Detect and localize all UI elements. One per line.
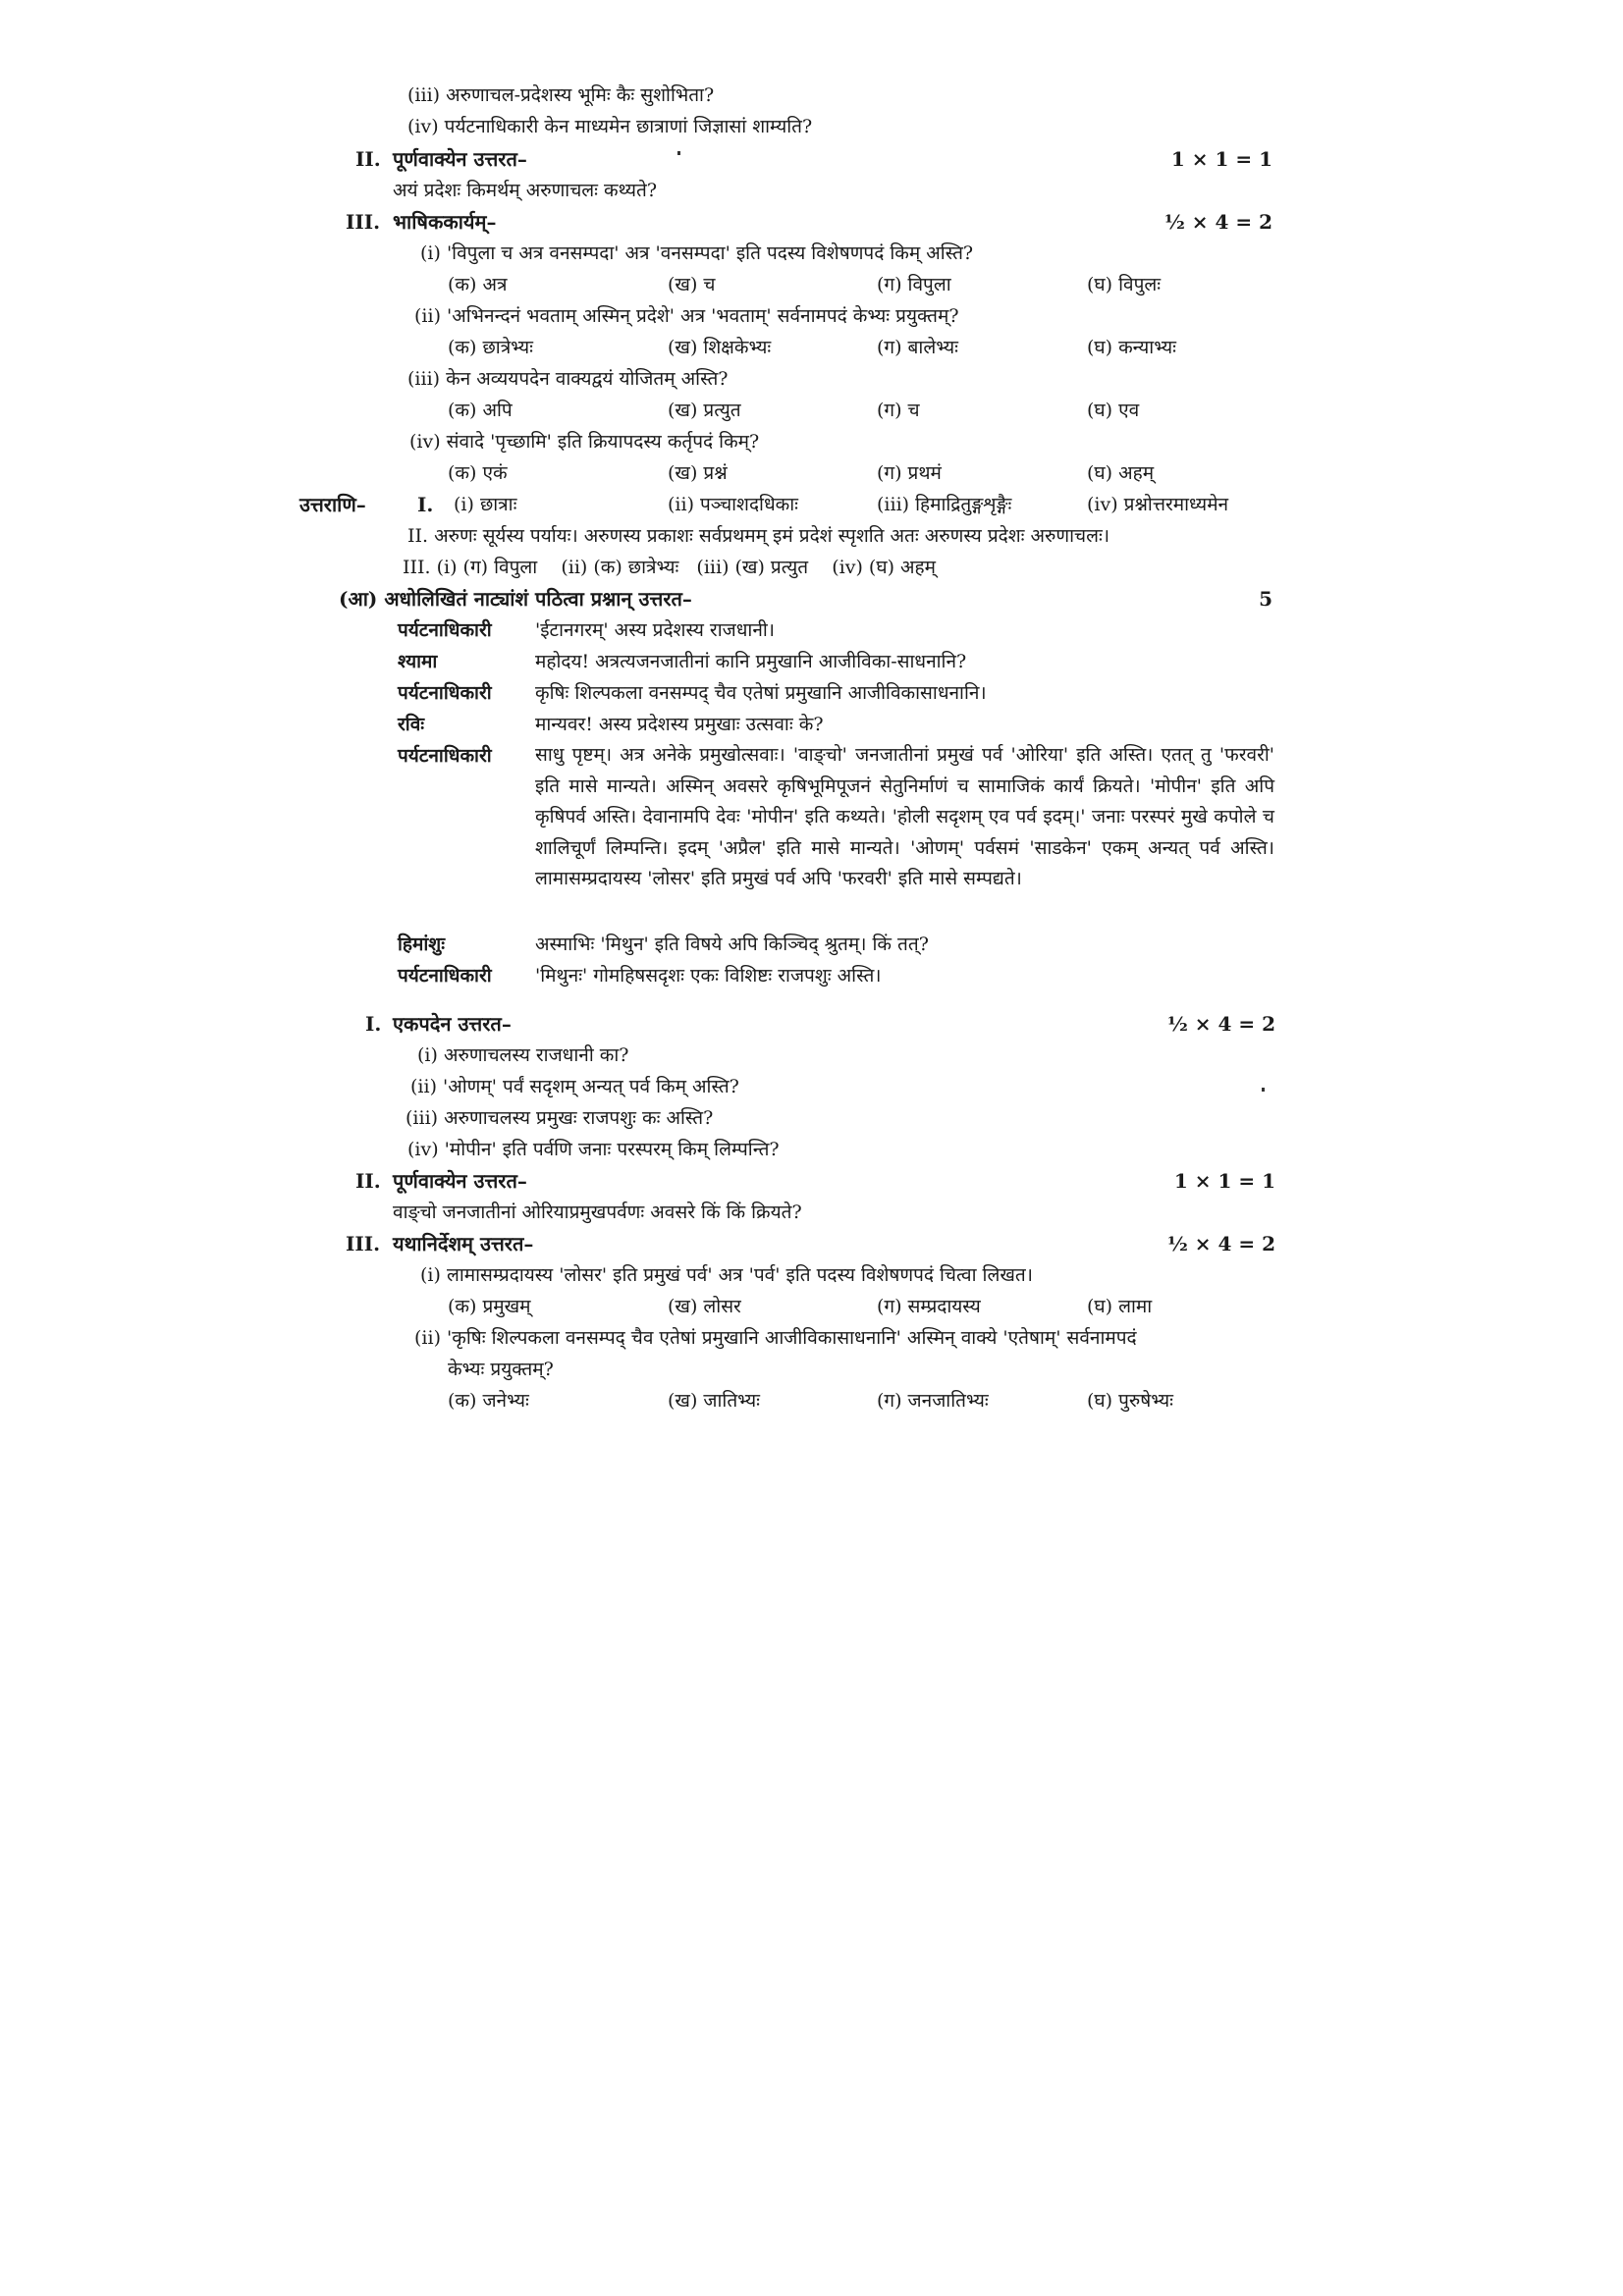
- option: (घ) अहम्: [1087, 462, 1155, 484]
- dialogue-paragraph: साधु पृष्टम्। अत्र अनेके प्रमुखोत्सवाः। 'वाङ्चो' जनजातीनां प्रमुखं पर्व 'ओरिया' इति अस्ति। एतत् तु 'फरवरी' इति मासे मान्यते। अस्मिन् अवसरे कृषिभूमिपूजनं सेतुनिर्माणं च सामाजिकं कार्यं क्रियते। 'मोपीन' इति अपि कृषिपर्व अस्ति। देवानामपि देवः 'मोपीन' इति कथ्यते। 'होली सदृशम् एव पर्व इदम्।' जनाः परस्परं मुखे कपोले च शालिचूर्णं लिम्पन्ति। इदम् 'अप्रैल' इति मासे मान्यते। 'ओणम्' पर्वसमं 'साडकेन' एकम् अन्यत् पर्व अस्ति। लामासम्प्रदायस्य 'लोसर' इति प्रमुखं पर्व अपि 'फरवरी' इति मासे सम्पद्यते।: [535, 744, 1274, 889]
- option: (क) प्रमुखम्: [448, 1296, 531, 1317]
- speaker-name: पर्यटनाधिकारी: [398, 682, 492, 704]
- question-heading: भाषिककार्यम्–: [393, 210, 497, 234]
- option: (घ) पुरुषेभ्यः: [1087, 1390, 1173, 1412]
- section-heading: (आ) अधोलिखितं नाट्यांशं पठित्वा प्रश्नान् उत्तरत–: [339, 587, 692, 611]
- question-number: I.: [365, 1012, 382, 1036]
- option: (ख) लोसर: [668, 1296, 741, 1317]
- dialogue-text: महोदय! अत्रत्यजनजातीनां कानि प्रमुखानि आजीविका-साधनानि?: [535, 651, 967, 672]
- option: (क) जनेभ्यः: [448, 1390, 529, 1412]
- question-text: (ii) 'अभिनन्दनं भवताम् अस्मिन् प्रदेशे' अत्र 'भवताम्' सर्वनामपदं केभ्यः प्रयुक्तम्?: [414, 305, 959, 327]
- question-heading: यथानिर्देशम् उत्तरत–: [393, 1232, 534, 1255]
- option: (क) छात्रेभ्यः: [448, 337, 533, 358]
- question-text: (iii) केन अव्ययपदेन वाक्यद्वयं योजितम् अस्ति?: [407, 368, 729, 390]
- answer: (i) छात्राः: [454, 494, 517, 515]
- answer: (ii) पञ्चाशदधिकाः: [668, 494, 799, 515]
- option: (घ) विपुलः: [1087, 274, 1162, 295]
- question-number: II.: [355, 1169, 381, 1193]
- question-text: (iii) अरुणाचलस्य प्रमुखः राजपशुः कः अस्ति?: [406, 1107, 714, 1129]
- option: (क) अपि: [448, 400, 513, 421]
- speaker-name: पर्यटनाधिकारी: [398, 745, 492, 767]
- question-text: (ii) 'ओणम्' पर्वं सदृशम् अन्यत् पर्व किम् अस्ति?: [410, 1076, 739, 1097]
- dialogue-text: 'मिथुनः' गोमहिषसदृशः एकः विशिष्टः राजपशुः अस्ति।: [535, 965, 882, 987]
- question-text: (iv) संवादे 'पृच्छामि' इति क्रियापदस्य कर्तृपदं किम्?: [409, 431, 760, 453]
- option: (ख) शिक्षकेभ्यः: [668, 337, 772, 358]
- option: (घ) लामा: [1087, 1296, 1153, 1317]
- option: (ख) प्रश्नं: [668, 462, 728, 484]
- speaker-name: श्यामा: [398, 651, 438, 672]
- option: (ख) प्रत्युत: [668, 400, 741, 421]
- question-heading: पूर्णवाक्येन उत्तरत–: [393, 147, 527, 171]
- question-text: (iv) 'मोपीन' इति पर्वणि जनाः परस्परम् किम् लिम्पन्ति?: [407, 1139, 780, 1160]
- marks: ½ × 4 = 2: [1166, 1012, 1275, 1036]
- question-text: (i) 'विपुला च अत्र वनसम्पदा' अत्र 'वनसम्पदा' इति पदस्य विशेषणपदं किम् अस्ति?: [420, 242, 974, 264]
- option: (घ) कन्याभ्यः: [1087, 337, 1176, 358]
- speaker-name: पर्यटनाधिकारी: [398, 619, 492, 641]
- marks: ½ × 4 = 2: [1163, 210, 1272, 234]
- marks: 5: [1259, 587, 1272, 611]
- question-text-continued: केभ्यः प्रयुक्तम्?: [448, 1359, 554, 1380]
- question-number: III.: [346, 210, 381, 234]
- answer: II. अरुणः सूर्यस्य पर्यायः। अरुणस्य प्रकाशः सर्वप्रथमम् इमं प्रदेशं स्पृशति अतः अरुणस्य प्रदेशः अरुणाचलः।: [407, 525, 1110, 547]
- answers-label: उत्तराणि–: [299, 493, 366, 516]
- question-number: II.: [355, 147, 381, 171]
- question-number: III.: [346, 1232, 381, 1255]
- marks: 1 × 1 = 1: [1173, 1169, 1275, 1193]
- answer: (iv) प्रश्नोत्तरमाध्यमेन: [1087, 494, 1229, 515]
- option: (ख) जातिभ्यः: [668, 1390, 760, 1412]
- question-text: (i) लामासम्प्रदायस्य 'लोसर' इति प्रमुखं पर्व' अत्र 'पर्व' इति पदस्य विशेषणपदं चित्वा लिखत।: [420, 1264, 1033, 1286]
- question-heading: पूर्णवाक्येन उत्तरत–: [393, 1169, 527, 1193]
- answer: III. (i) (ग) विपुला (ii) (क) छात्रेभ्यः (iii) (ख) प्रत्युत (iv) (घ) अहम्: [403, 557, 936, 578]
- option: (क) एकं: [448, 462, 508, 484]
- speaker-name: पर्यटनाधिकारी: [398, 965, 492, 987]
- question-line: (iii) अरुणाचल-प्रदेशस्य भूमिः कैः सुशोभिता?: [407, 84, 715, 106]
- option: (ग) जनजातिभ्यः: [877, 1390, 989, 1412]
- answer: (iii) हिमाद्रितुङ्गशृङ्गैः: [877, 494, 1012, 515]
- dialogue-text: अस्माभिः 'मिथुन' इति विषये अपि किञ्चिद् श्रुतम्। किं तत्?: [535, 934, 929, 955]
- dialogue-text: 'ईटानगरम्' अस्य प्रदेशस्य राजधानी।: [535, 619, 775, 641]
- question-heading: एकपदेन उत्तरत–: [393, 1012, 512, 1036]
- option: (क) अत्र: [448, 274, 508, 295]
- option: (ग) प्रथमं: [877, 462, 942, 484]
- option: (ग) विपुला: [877, 274, 951, 295]
- option: (घ) एव: [1087, 400, 1140, 421]
- stray-mark: [677, 151, 680, 155]
- answer-number: I.: [417, 493, 434, 516]
- question-text: अयं प्रदेशः किमर्थम् अरुणाचलः कथ्यते?: [393, 180, 658, 201]
- question-line: (iv) पर्यटनाधिकारी केन माध्यमेन छात्राणां जिज्ञासां शाम्यति?: [407, 116, 813, 137]
- speaker-name: रविः: [398, 714, 425, 735]
- option: (ग) बालेभ्यः: [877, 337, 958, 358]
- question-text: (ii) 'कृषिः शिल्पकला वनसम्पद् चैव एतेषां प्रमुखानि आजीविकासाधनानि' अस्मिन् वाक्ये 'एतेषाम्' सर्वनामपदं: [414, 1327, 1137, 1349]
- option: (ग) च: [877, 400, 920, 421]
- option: (ख) च: [668, 274, 716, 295]
- dialogue-text: कृषिः शिल्पकला वनसम्पद् चैव एतेषां प्रमुखानि आजीविकासाधनानि।: [535, 682, 987, 704]
- dialogue-text: मान्यवर! अस्य प्रदेशस्य प्रमुखाः उत्सवाः के?: [535, 714, 824, 735]
- option: (ग) सम्प्रदायस्य: [877, 1296, 981, 1317]
- marks: 1 × 1 = 1: [1170, 147, 1272, 171]
- marks: ½ × 4 = 2: [1166, 1232, 1275, 1255]
- speaker-name: हिमांशुः: [398, 934, 446, 955]
- question-text: वाङ्चो जनजातीनां ओरियाप्रमुखपर्वणः अवसरे किं किं क्रियते?: [393, 1201, 802, 1223]
- stray-mark: [1262, 1088, 1265, 1092]
- question-text: (i) अरुणाचलस्य राजधानी का?: [417, 1044, 629, 1066]
